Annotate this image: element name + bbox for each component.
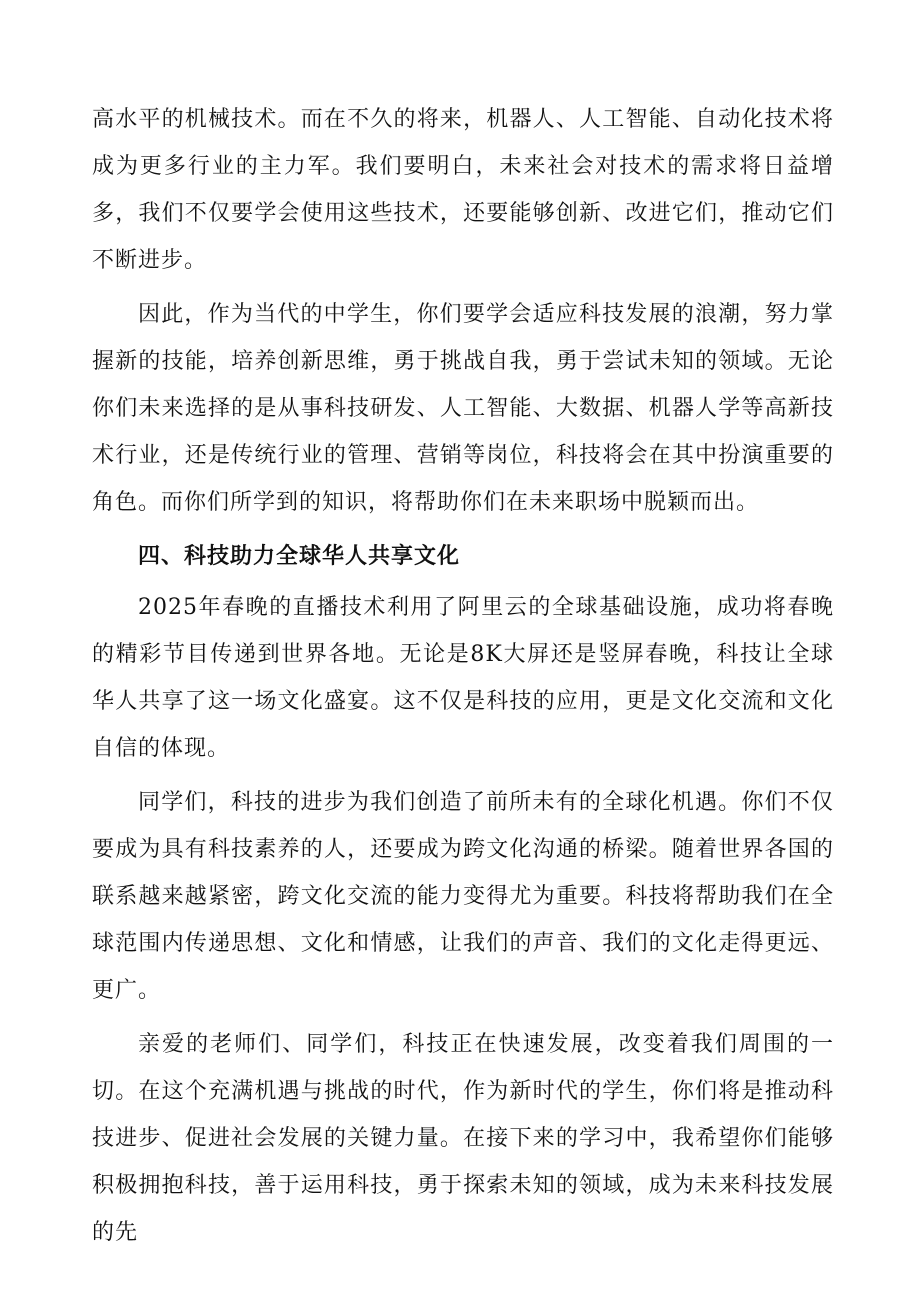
section-heading: 四、科技助力全球华人共享文化 [138,544,461,569]
paragraph-closing: 亲爱的老师们、同学们，科技正在快速发展，改变着我们周围的一切。在这个充满机遇与挑战的时代，作为新时代的学生，你们将是推动科技进步、促进社会发展的关键力量。在接下来的学习中，我希望你们能够积极拥抱科技，善于运用科技，勇于探索未知的领域，成为未来科技发展的先 [92,1032,834,1245]
paragraph-adapt-technology: 因此，作为当代的中学生，你们要学会适应科技发展的浪潮，努力掌握新的技能，培养创新思维，勇于挑战自我，勇于尝试未知的领域。无论你们未来选择的是从事科技研发、人工智能、大数据、机器人学等高新技术行业，还是传统行业的管理、营销等岗位，科技将会在其中扮演重要的角色。而你们所学到的知识，将帮助你们在未来职场中脱颖而出。 [92,302,834,515]
paragraph-continuation: 高水平的机械技术。而在不久的将来，机器人、人工智能、自动化技术将成为更多行业的主力军。我们要明白，未来社会对技术的需求将日益增多，我们不仅要学会使用这些技术，还要能够创新、改进它们，推动它们不断进步。 [92,107,834,273]
paragraph-spring-gala: 2025年春晚的直播技术利用了阿里云的全球基础设施，成功将春晚的精彩节目传递到世界各地。无论是8K大屏还是竖屏春晚，科技让全球华人共享了这一场文化盛宴。这不仅是科技的应用，更是文化交流和文化自信的体现。 [92,595,834,761]
paragraph-globalization: 同学们，科技的进步为我们创造了前所未有的全球化机遇。你们不仅要成为具有科技素养的人，还要成为跨文化沟通的桥梁。随着世界各国的联系越来越紧密，跨文化交流的能力变得尤为重要。科技将帮助我们在全球范围内传递思想、文化和情感，让我们的声音、我们的文化走得更远、更广。 [92,790,834,1003]
document-body [92,96,834,1256]
